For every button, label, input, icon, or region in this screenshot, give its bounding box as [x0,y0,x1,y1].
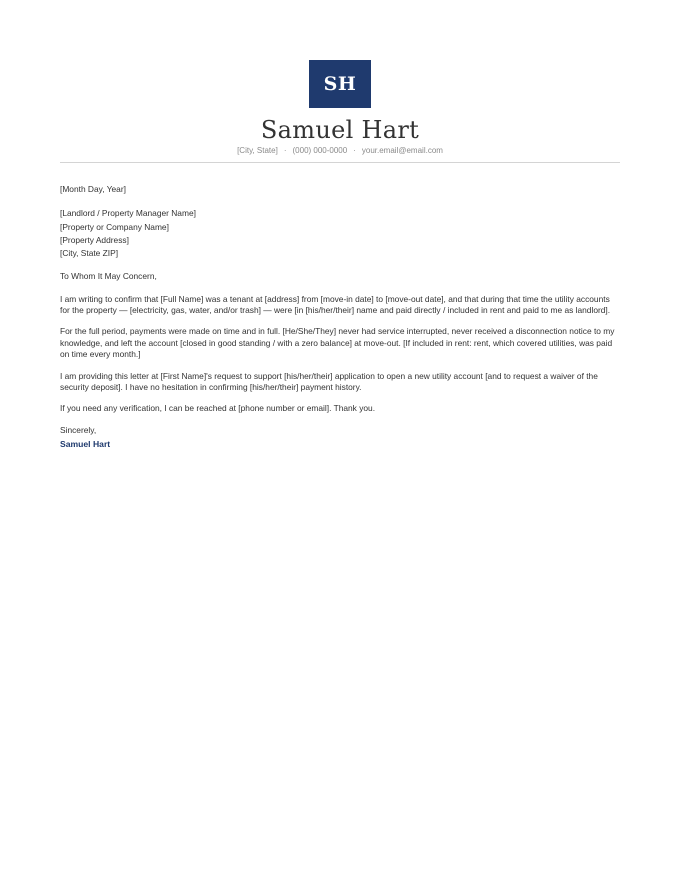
letter-body [60,184,620,451]
closing: Sincerely, [60,424,97,435]
body-paragraph: I am writing to confirm that [Full Name] was a tenant at [address] from [move-in date] to [move-out date], and that during that time the utility accounts for the property — [electricity, gas, water, and/or trash] — were [in [his/her/their] name and paid directly / included in rent and paid to me as landlord]. [60,293,611,316]
monogram-badge [309,60,371,108]
sender-name: Samuel Hart [260,116,420,144]
letter-date: [Month Day, Year] [60,184,126,194]
recipient-line: [Property or Company Name] [60,221,169,232]
monogram-text: SH [323,73,357,95]
header-divider [60,162,620,163]
body-paragraph: I am providing this letter at [First Name]'s request to support [his/her/their] application to open a new utility account [and to request a waiver of the security deposit]. I have no hesitation in confirming [his/her/their] payment history. [60,370,598,393]
contact-email: your.email@email.com [361,146,443,155]
contact-location: [City, State] [237,146,278,155]
salutation: To Whom It May Concern, [60,271,157,282]
recipient-line: [Landlord / Property Manager Name] [60,208,196,219]
contact-separator: · [283,146,287,155]
recipient-line: [Property Address] [60,234,129,245]
contact-phone: (000) 000-0000 [292,146,348,155]
body-paragraph: For the full period, payments were made on time and in full. [He/She/They] never had service interrupted, never received a disconnection notice to my knowledge, and left the account [closed in good standing / with a zero balance] at move-out. [If included in rent: rent, which covered utilities, was paid on time every month.] [60,326,615,360]
recipient-address [60,207,620,260]
contact-line [0,146,680,156]
body-paragraph: If you need any verification, I can be reached at [phone number or email]. Thank you. [60,403,376,414]
recipient-line: [City, State ZIP] [60,248,119,259]
contact-separator: · [353,146,356,155]
signature: Samuel Hart [60,439,111,450]
